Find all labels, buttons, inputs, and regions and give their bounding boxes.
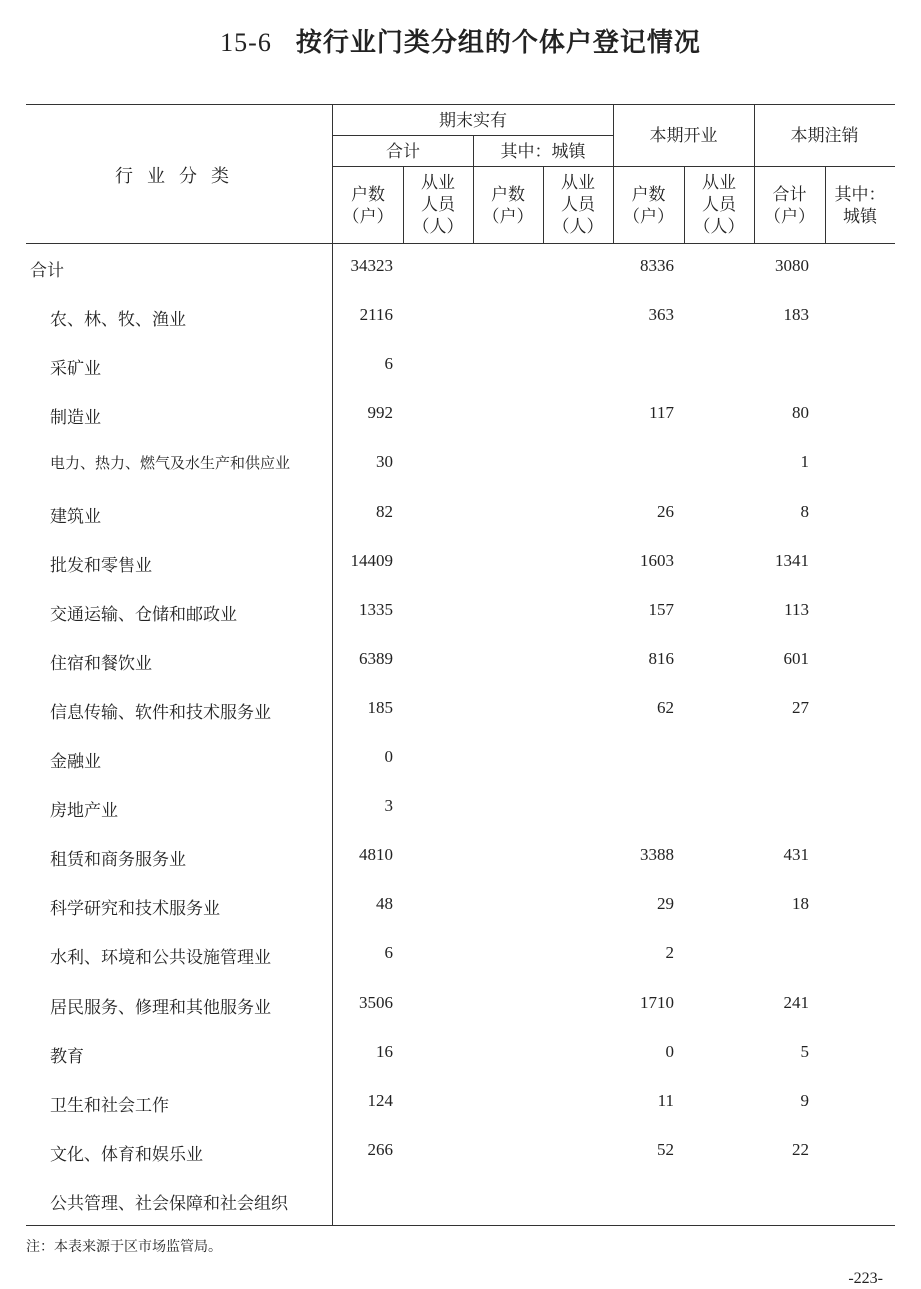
table-row [26, 1128, 895, 1177]
row-category: 公共管理、社会保障和社会组织 [50, 1193, 288, 1214]
table-row [26, 244, 895, 293]
table-title-text: 按行业门类分组的个体户登记情况 [295, 28, 701, 58]
cell-households: 6389 [359, 648, 393, 668]
cell-opened: 2 [665, 943, 674, 963]
table-row [26, 440, 895, 489]
cell-opened: 62 [657, 697, 674, 717]
cell-households: 4810 [359, 845, 393, 865]
cell-cancelled: 113 [784, 599, 809, 619]
cell-households: 6 [384, 943, 393, 963]
row-category: 教育 [50, 1046, 84, 1067]
table-note: 注：本表来源于区市场监管局。 [26, 1239, 222, 1255]
urban-employees-subheader: 从业 人员 （人） [552, 173, 604, 237]
cell-households: 1335 [359, 599, 393, 619]
cell-cancelled: 80 [792, 403, 809, 423]
row-category: 住宿和餐饮业 [50, 653, 152, 674]
row-category: 信息传输、软件和技术服务业 [50, 702, 271, 723]
table-row [26, 637, 895, 686]
table-row [26, 931, 895, 980]
cell-households: 48 [376, 894, 393, 914]
period-end-header: 期末实有 [439, 111, 507, 131]
cell-cancelled: 5 [800, 1041, 809, 1061]
header-rule-2 [333, 166, 895, 167]
table-row [26, 342, 895, 391]
urban-header: 其中：城镇 [500, 142, 586, 162]
table-row [26, 981, 895, 1030]
cell-cancelled: 241 [783, 992, 809, 1012]
table-title [0, 22, 921, 59]
cell-opened: 0 [665, 1041, 674, 1061]
cell-opened: 11 [657, 1090, 674, 1110]
cell-opened: 26 [657, 501, 674, 521]
row-category: 制造业 [50, 408, 101, 429]
row-category: 农、林、牧、渔业 [50, 310, 186, 331]
category-header: 行业分类 [115, 166, 243, 187]
cell-households: 6 [384, 354, 393, 374]
row-category: 建筑业 [50, 506, 101, 527]
cell-opened: 1603 [640, 550, 674, 570]
cell-households: 30 [376, 452, 393, 472]
top-rule [26, 104, 895, 105]
table-row [26, 882, 895, 931]
row-category: 房地产业 [50, 801, 118, 822]
opened-households-subheader: 户数 （户） [623, 185, 674, 227]
row-category: 水利、环境和公共设施管理业 [50, 948, 271, 969]
table-row [26, 490, 895, 539]
households-subheader: 户数 （户） [342, 185, 394, 227]
cell-opened: 157 [648, 599, 674, 619]
cell-opened: 8336 [640, 256, 674, 275]
cell-cancelled: 431 [783, 845, 809, 865]
cell-cancelled: 27 [792, 697, 809, 717]
cell-cancelled: 183 [783, 305, 809, 325]
table-row [26, 1079, 895, 1128]
table-row [26, 539, 895, 588]
table-row [26, 1030, 895, 1079]
cell-opened: 816 [648, 648, 674, 668]
table-row [26, 735, 895, 784]
row-category: 电力、热力、燃气及水生产和供应业 [50, 454, 291, 473]
table-row [26, 293, 895, 342]
cell-households: 0 [384, 747, 393, 766]
table-number: 15-6 [220, 28, 272, 57]
row-category: 科学研究和技术服务业 [50, 899, 220, 920]
cell-cancelled: 18 [792, 894, 809, 914]
row-category: 金融业 [50, 752, 101, 772]
row-category: 居民服务、修理和其他服务业 [50, 997, 271, 1018]
cell-opened: 29 [657, 894, 674, 914]
cell-opened: 3388 [640, 845, 674, 865]
cell-cancelled: 3080 [775, 256, 809, 275]
row-category: 租赁和商务服务业 [50, 850, 186, 871]
cell-households: 185 [367, 697, 393, 717]
page-number: -223- [848, 1270, 883, 1287]
opened-header: 本期开业 [649, 126, 718, 146]
table-row [26, 588, 895, 637]
cell-opened: 117 [649, 403, 674, 423]
cell-cancelled: 1341 [775, 550, 809, 570]
table-row [26, 686, 895, 735]
opened-employees-subheader: 从业 人员 （人） [693, 173, 745, 237]
row-category: 批发和零售业 [50, 555, 152, 576]
table-row [26, 391, 895, 440]
cancelled-header: 本期注销 [790, 126, 859, 146]
cancelled-urban-subheader: 其中： 城镇 [834, 185, 886, 227]
cell-cancelled: 1 [800, 452, 809, 472]
cell-opened: 363 [648, 305, 674, 325]
row-category: 文化、体育和娱乐业 [50, 1144, 203, 1165]
cell-households: 3506 [359, 992, 393, 1012]
row-category: 合计 [30, 261, 64, 281]
cell-households: 124 [367, 1090, 393, 1110]
employees-subheader: 从业 人员 （人） [412, 173, 464, 237]
cell-households: 266 [367, 1139, 393, 1159]
cell-opened: 1710 [640, 992, 674, 1012]
cell-cancelled: 8 [800, 501, 809, 521]
cell-cancelled: 22 [792, 1139, 809, 1159]
cell-households: 82 [376, 501, 393, 521]
table-row [26, 1177, 895, 1226]
cell-households: 3 [384, 796, 393, 816]
cell-households: 2116 [359, 305, 393, 325]
cancelled-total-subheader: 合计 （户） [764, 185, 815, 227]
table-row [26, 833, 895, 882]
row-category: 交通运输、仓储和邮政业 [50, 604, 237, 625]
cell-cancelled: 9 [800, 1090, 809, 1110]
urban-households-subheader: 户数 （户） [482, 185, 534, 227]
cell-households: 34323 [350, 256, 393, 275]
cell-cancelled: 601 [783, 648, 809, 668]
total-header: 合计 [386, 142, 420, 162]
cell-households: 14409 [350, 550, 393, 570]
row-category: 卫生和社会工作 [50, 1095, 169, 1116]
row-category: 采矿业 [50, 359, 101, 380]
table-row [26, 784, 895, 833]
cell-households: 16 [376, 1041, 393, 1061]
cell-households: 992 [367, 403, 393, 423]
cell-opened: 52 [657, 1139, 674, 1159]
